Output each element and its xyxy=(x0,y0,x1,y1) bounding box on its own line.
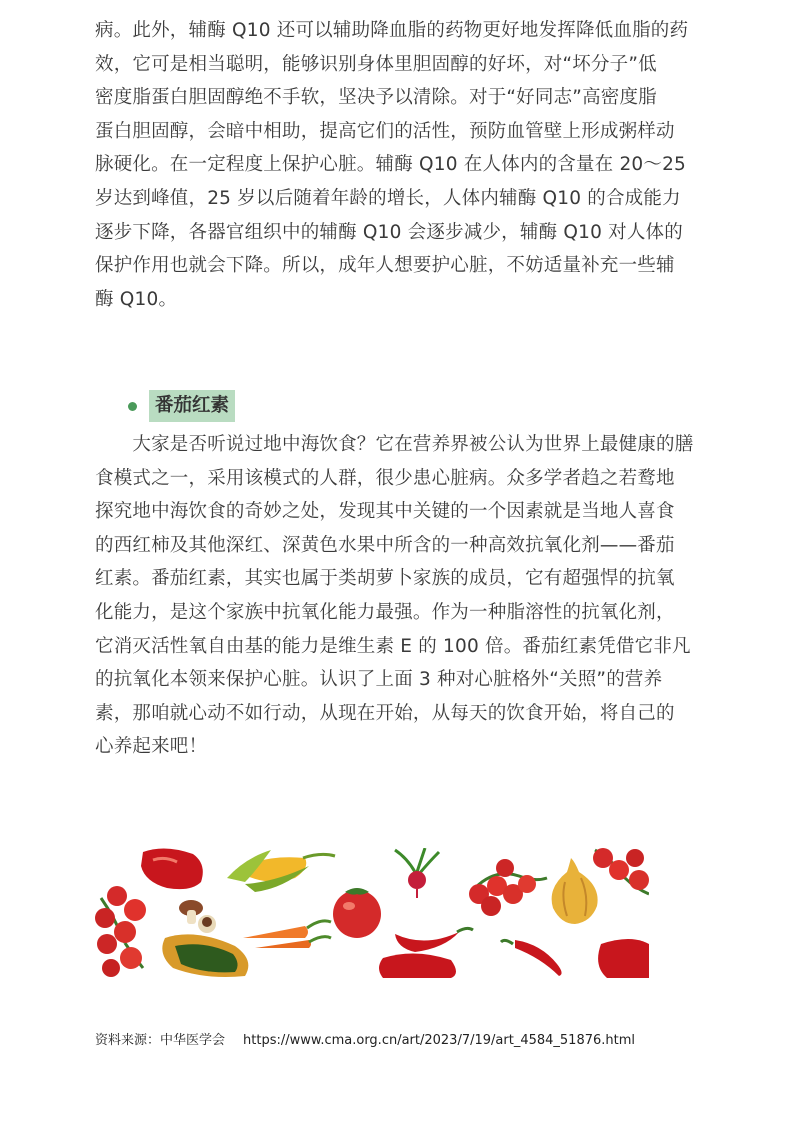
red-pepper-bottom-icon xyxy=(379,953,456,978)
text-line: 酶 Q10。 xyxy=(95,288,178,310)
text-line: 的西红柿及其他深红、深黄色水果中所含的一种高效抗氧化剂——番茄 xyxy=(95,534,675,556)
chili-icon xyxy=(395,928,473,952)
text-line: 食模式之一，采用该模式的人群，很少患心脏病。众多学者趋之若鹜地 xyxy=(95,467,675,489)
corn-icon xyxy=(227,850,335,892)
text-line: 大家是否听说过地中海饮食？它在营养界被公认为世界上最健康的膳 xyxy=(95,434,694,455)
cherry-tomato-cluster-icon xyxy=(469,859,547,916)
carrot-icon xyxy=(243,921,331,948)
text-line: 红素。番茄红素，其实也属于类胡萝卜家族的成员，它有超强悍的抗氧 xyxy=(95,568,675,590)
paragraph-coenzyme-q10 xyxy=(95,14,695,316)
section-heading-label: 番茄红素 xyxy=(149,390,235,422)
paragraph-lycopene xyxy=(95,428,695,764)
text-line: 蛋白胆固醇，会暗中相助，提高它们的活性，预防血管壁上形成粥样动 xyxy=(95,120,675,142)
cherry-tomato-cluster-icon xyxy=(95,886,146,977)
source-url: https://www.cma.org.cn/art/2023/7/19/art_4584_51876.html xyxy=(243,1033,635,1048)
source-citation xyxy=(95,1029,635,1048)
chili-bottom-icon xyxy=(501,940,562,976)
text-line: 化能力，是这个家族中抗氧化能力最强。作为一种脂溶性的抗氧化剂， xyxy=(95,601,675,623)
gourd-icon xyxy=(162,934,248,977)
text-line: 岁达到峰值，25 岁以后随着年龄的增长，人体内辅酶 Q10 的合成能力 xyxy=(95,187,681,209)
section-heading-lycopene xyxy=(128,389,235,423)
text-line: 脉硬化。在一定程度上保护心脏。辅酶 Q10 在人体内的含量在 20～25 xyxy=(95,154,687,176)
text-line: 心养起来吧！ xyxy=(95,736,208,758)
radish-icon xyxy=(395,848,439,898)
red-pepper-icon xyxy=(141,848,203,889)
vegetables-illustration xyxy=(95,848,649,978)
text-line: 的抗氧化本领来保护心脏。认识了上面 3 种对心脏格外“关照”的营养 xyxy=(95,669,663,691)
source-label: 资料来源：中华医学会 xyxy=(95,1033,226,1048)
text-line: 密度脂蛋白胆固醇绝不手软，坚决予以清除。对于“好同志”高密度脂 xyxy=(95,87,657,109)
red-pepper-right-icon xyxy=(598,939,649,978)
text-line: 逐步下降，各器官组织中的辅酶 Q10 会逐步减少，辅酶 Q10 对人体的 xyxy=(95,221,683,243)
cherry-tomato-cluster-right-icon xyxy=(593,848,649,894)
text-line: 保护作用也就会下降。所以，成年人想要护心脏，不妨适量补充一些辅 xyxy=(95,255,675,277)
mushroom-icon xyxy=(179,900,216,933)
bullet-icon xyxy=(128,402,137,411)
text-line: 效，它可是相当聪明，能够识别身体里胆固醇的好坏，对“坏分子”低 xyxy=(95,53,657,75)
text-line: 素，那咱就心动不如行动，从现在开始，从每天的饮食开始，将自己的 xyxy=(95,702,675,724)
text-line: 病。此外，辅酶 Q10 还可以辅助降血脂的药物更好地发挥降低血脂的药 xyxy=(95,20,689,41)
text-line: 它消灭活性氧自由基的能力是维生素 E 的 100 倍。番茄红素凭借它非凡 xyxy=(95,635,691,657)
onion-icon xyxy=(552,858,598,924)
text-line: 探究地中海饮食的奇妙之处，发现其中关键的一个因素就是当地人喜食 xyxy=(95,501,675,523)
tomato-icon xyxy=(333,888,381,938)
